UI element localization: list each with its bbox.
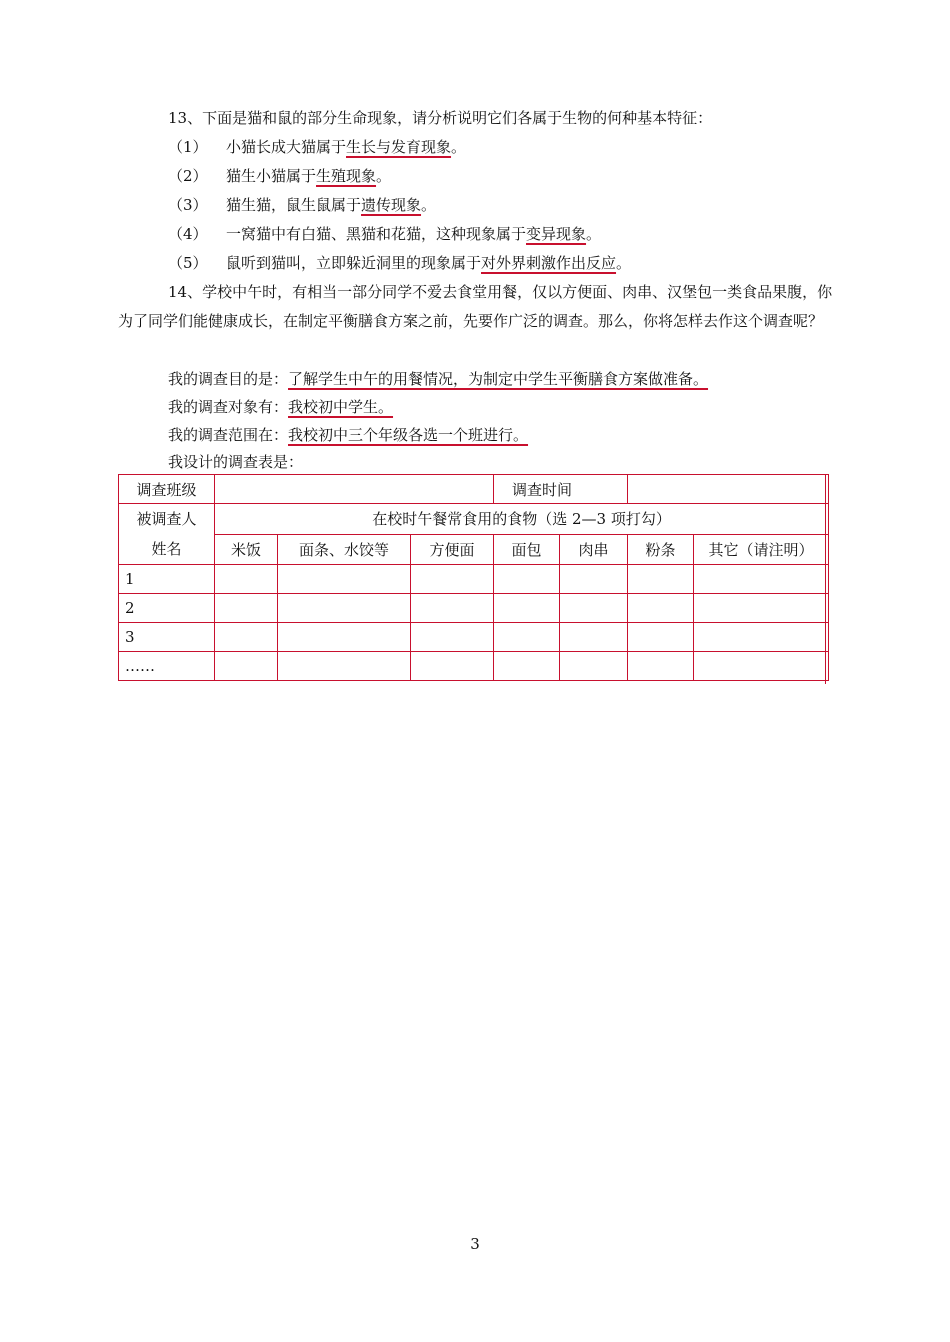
check-cell[interactable] bbox=[694, 623, 829, 652]
item-end: 。 bbox=[616, 254, 632, 272]
check-cell[interactable] bbox=[278, 652, 411, 681]
q14-stem bbox=[118, 278, 834, 335]
food-col-vermicelli: 粉条 bbox=[628, 534, 694, 565]
class-value-cell[interactable] bbox=[215, 475, 494, 504]
q13-stem: 13、下面是猫和鼠的部分生命现象，请分析说明它们各属于生物的何种基本特征： bbox=[168, 109, 713, 127]
food-col-bread: 面包 bbox=[494, 534, 560, 565]
check-cell[interactable] bbox=[628, 623, 694, 652]
person-label-cell bbox=[119, 504, 215, 565]
check-cell[interactable] bbox=[411, 565, 494, 594]
check-cell[interactable] bbox=[411, 623, 494, 652]
survey-table-label: 我设计的调查表是： bbox=[168, 453, 304, 471]
row-label: 2 bbox=[119, 594, 215, 623]
page-number: 3 bbox=[470, 1235, 480, 1253]
check-cell[interactable] bbox=[278, 623, 411, 652]
row-label: 3 bbox=[119, 623, 215, 652]
table-row bbox=[119, 652, 829, 681]
table-row bbox=[119, 565, 829, 594]
check-cell[interactable] bbox=[560, 623, 628, 652]
object-answer: 我校初中学生。 bbox=[288, 398, 394, 416]
food-col-noodles: 面条、水饺等 bbox=[278, 534, 411, 565]
food-col-rice: 米饭 bbox=[215, 534, 278, 565]
check-cell[interactable] bbox=[694, 594, 829, 623]
item-text: 一窝猫中有白猫、黑猫和花猫，这种现象属于 bbox=[226, 225, 527, 243]
item-answer: 变异现象 bbox=[526, 225, 587, 243]
q13-item-2 bbox=[168, 166, 391, 186]
item-number: （2） bbox=[168, 167, 208, 185]
check-cell[interactable] bbox=[215, 594, 278, 623]
check-cell[interactable] bbox=[215, 565, 278, 594]
item-text: 猫生小猫属于 bbox=[226, 167, 317, 185]
q13-item-1 bbox=[168, 137, 466, 157]
check-cell[interactable] bbox=[560, 565, 628, 594]
survey-purpose bbox=[168, 369, 708, 389]
check-cell[interactable] bbox=[278, 565, 411, 594]
item-answer: 生殖现象 bbox=[316, 167, 377, 185]
time-value-cell[interactable] bbox=[628, 475, 829, 504]
object-label: 我的调查对象有： bbox=[168, 398, 289, 416]
check-cell[interactable] bbox=[694, 565, 829, 594]
check-cell[interactable] bbox=[215, 623, 278, 652]
check-cell[interactable] bbox=[278, 594, 411, 623]
scope-answer: 我校初中三个年级各选一个班进行。 bbox=[288, 426, 529, 444]
item-number: （1） bbox=[168, 138, 208, 156]
q14-stem-text: 14、学校中午时，有相当一部分同学不爱去食堂用餐，仅以方便面、肉串、汉堡包一类食品果腹，你为了同学们能健康成长，在制定平衡膳食方案之前，先要作广泛的调查。那么，你将怎样去作这个调查呢？ bbox=[118, 283, 833, 330]
table-row bbox=[119, 623, 829, 652]
purpose-label: 我的调查目的是： bbox=[168, 370, 289, 388]
foods-header-cell: 在校时午餐常食用的食物（选 2—3 项打勾） bbox=[215, 504, 829, 535]
q13-item-3 bbox=[168, 195, 436, 215]
check-cell[interactable] bbox=[560, 594, 628, 623]
table-row-header-meta bbox=[119, 475, 829, 504]
check-cell[interactable] bbox=[215, 652, 278, 681]
time-label-cell: 调查时间 bbox=[494, 475, 628, 504]
check-cell[interactable] bbox=[411, 594, 494, 623]
q13-item-4 bbox=[168, 224, 601, 244]
check-cell[interactable] bbox=[560, 652, 628, 681]
check-cell[interactable] bbox=[628, 594, 694, 623]
check-cell[interactable] bbox=[694, 652, 829, 681]
person-label-line2: 姓名 bbox=[151, 540, 182, 558]
item-text: 鼠听到猫叫，立即躲近洞里的现象属于 bbox=[226, 254, 482, 272]
item-end: 。 bbox=[376, 167, 392, 185]
check-cell[interactable] bbox=[494, 623, 560, 652]
item-text: 小猫长成大猫属于 bbox=[226, 138, 347, 156]
survey-scope bbox=[168, 425, 528, 445]
table-row-header-1 bbox=[119, 504, 829, 535]
item-end: 。 bbox=[586, 225, 602, 243]
purpose-answer: 了解学生中午的用餐情况，为制定中学生平衡膳食方案做准备。 bbox=[288, 370, 709, 388]
item-answer: 遗传现象 bbox=[361, 196, 422, 214]
item-answer: 对外界刺激作出反应 bbox=[481, 254, 617, 272]
row-label: …… bbox=[119, 652, 215, 681]
item-answer: 生长与发育现象 bbox=[346, 138, 452, 156]
item-number: （5） bbox=[168, 254, 208, 272]
item-end: 。 bbox=[451, 138, 467, 156]
check-cell[interactable] bbox=[494, 594, 560, 623]
item-number: （4） bbox=[168, 225, 208, 243]
survey-object bbox=[168, 397, 393, 417]
row-label: 1 bbox=[119, 565, 215, 594]
table-row bbox=[119, 594, 829, 623]
table-right-double-border bbox=[825, 474, 828, 684]
food-col-instant-noodles: 方便面 bbox=[411, 534, 494, 565]
scope-label: 我的调查范围在： bbox=[168, 426, 289, 444]
q13-item-5 bbox=[168, 253, 631, 273]
item-number: （3） bbox=[168, 196, 208, 214]
survey-table bbox=[118, 474, 829, 681]
check-cell[interactable] bbox=[494, 565, 560, 594]
food-col-kebab: 肉串 bbox=[560, 534, 628, 565]
table-row-header-foods bbox=[119, 534, 829, 565]
class-label-cell: 调查班级 bbox=[119, 475, 215, 504]
food-col-other: 其它（请注明） bbox=[694, 534, 829, 565]
check-cell[interactable] bbox=[411, 652, 494, 681]
item-end: 。 bbox=[421, 196, 437, 214]
person-label-line1: 被调查人 bbox=[136, 510, 197, 528]
check-cell[interactable] bbox=[628, 652, 694, 681]
check-cell[interactable] bbox=[494, 652, 560, 681]
item-text: 猫生猫，鼠生鼠属于 bbox=[226, 196, 362, 214]
check-cell[interactable] bbox=[628, 565, 694, 594]
